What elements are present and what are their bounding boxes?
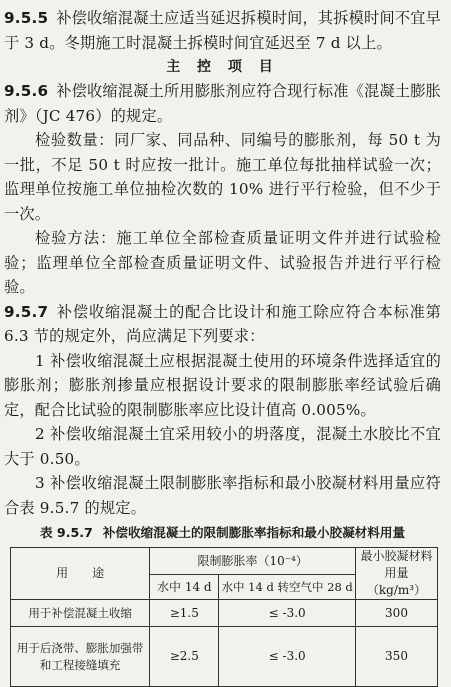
expansion-rate-table bbox=[10, 547, 438, 687]
table-caption bbox=[4, 522, 441, 544]
cell-water: ≥2.5 bbox=[150, 627, 219, 687]
clause-text: 补偿收缩混凝土应适当延迟拆模时间，其拆模时间不宜早于 3 d。冬期施工时混凝土拆模时间宜延迟至 7 d 以上。 bbox=[4, 9, 441, 52]
header-water-14d: 水中 14 d bbox=[150, 575, 219, 600]
cell-use bbox=[11, 600, 150, 627]
header-rate: 限制膨胀率（10⁻⁴） bbox=[150, 548, 356, 575]
cell-water: ≥1.5 bbox=[150, 600, 219, 627]
cell-use-line: 和工程接缝填充 bbox=[39, 657, 121, 672]
inspection-quantity: 检验数量：同厂家、同品种、同编号的膨胀剂，每 50 t 为一批，不足 50 t 时应按一批计。施工单位每批抽样试验一次；监理单位按施工单位抽检次数的 10% 进行平行检验，但不少于一次。 bbox=[4, 131, 441, 223]
clause-number: 9.5.6 bbox=[4, 82, 49, 100]
clause-number: 9.5.7 bbox=[4, 302, 49, 321]
clause-9-5-7 bbox=[4, 300, 441, 349]
header-binder bbox=[356, 548, 438, 600]
clause-9-5-5 bbox=[4, 6, 441, 55]
cell-air: ≤ -3.0 bbox=[219, 600, 356, 627]
cell-air: ≤ -3.0 bbox=[219, 627, 356, 687]
requirement-item-3: 3 补偿收缩混凝土限制膨胀率指标和最小胶凝材料用量应符合表 9.5.7 的规定。 bbox=[4, 474, 441, 517]
table-number: 表 9.5.7 bbox=[39, 525, 93, 540]
header-binder-line-2: 用量（kg/m³） bbox=[366, 566, 427, 597]
table-row bbox=[11, 600, 438, 627]
requirement-item-1: 1 补偿收缩混凝土应根据混凝土使用的环境条件选择适宜的膨胀剂；膨胀剂掺量应根据设计要求的限制膨胀率经试验后确定，配合比试验的限制膨胀率应比设计值高 0.005%。 bbox=[4, 351, 441, 419]
cell-use-line: 用于补偿混凝土收缩 bbox=[28, 605, 132, 620]
clause-9-5-6 bbox=[4, 79, 441, 128]
table-title: 补偿收缩混凝土的限制膨胀率指标和最小胶凝材料用量 bbox=[102, 525, 406, 540]
clause-number: 9.5.5 bbox=[4, 9, 49, 27]
header-binder-line-1: 最小胶凝材料 bbox=[360, 549, 433, 563]
cell-use-line: 用于后浇带、膨胀加强带 bbox=[16, 640, 144, 655]
header-use: 用 途 bbox=[11, 548, 150, 600]
cell-binder: 350 bbox=[356, 627, 438, 687]
cell-binder: 300 bbox=[356, 600, 438, 627]
header-air-28d: 水中 14 d 转空气中 28 d bbox=[219, 575, 356, 600]
clause-text: 补偿收缩混凝土的配合比设计和施工除应符合本标准第 6.3 节的规定外，尚应满足下列要求： bbox=[4, 302, 441, 345]
clause-text: 补偿收缩混凝土所用膨胀剂应符合现行标准《混凝土膨胀剂》（JC 476）的规定。 bbox=[4, 82, 441, 125]
inspection-method: 检验方法：施工单位全部检查质量证明文件并进行试验检验；监理单位全部检查质量证明文件、试验报告并进行平行检验。 bbox=[4, 229, 441, 296]
section-heading: 主 控 项 目 bbox=[166, 59, 279, 75]
requirement-item-2: 2 补偿收缩混凝土宜采用较小的坍落度，混凝土水胶比不宜大于 0.50。 bbox=[4, 425, 441, 468]
